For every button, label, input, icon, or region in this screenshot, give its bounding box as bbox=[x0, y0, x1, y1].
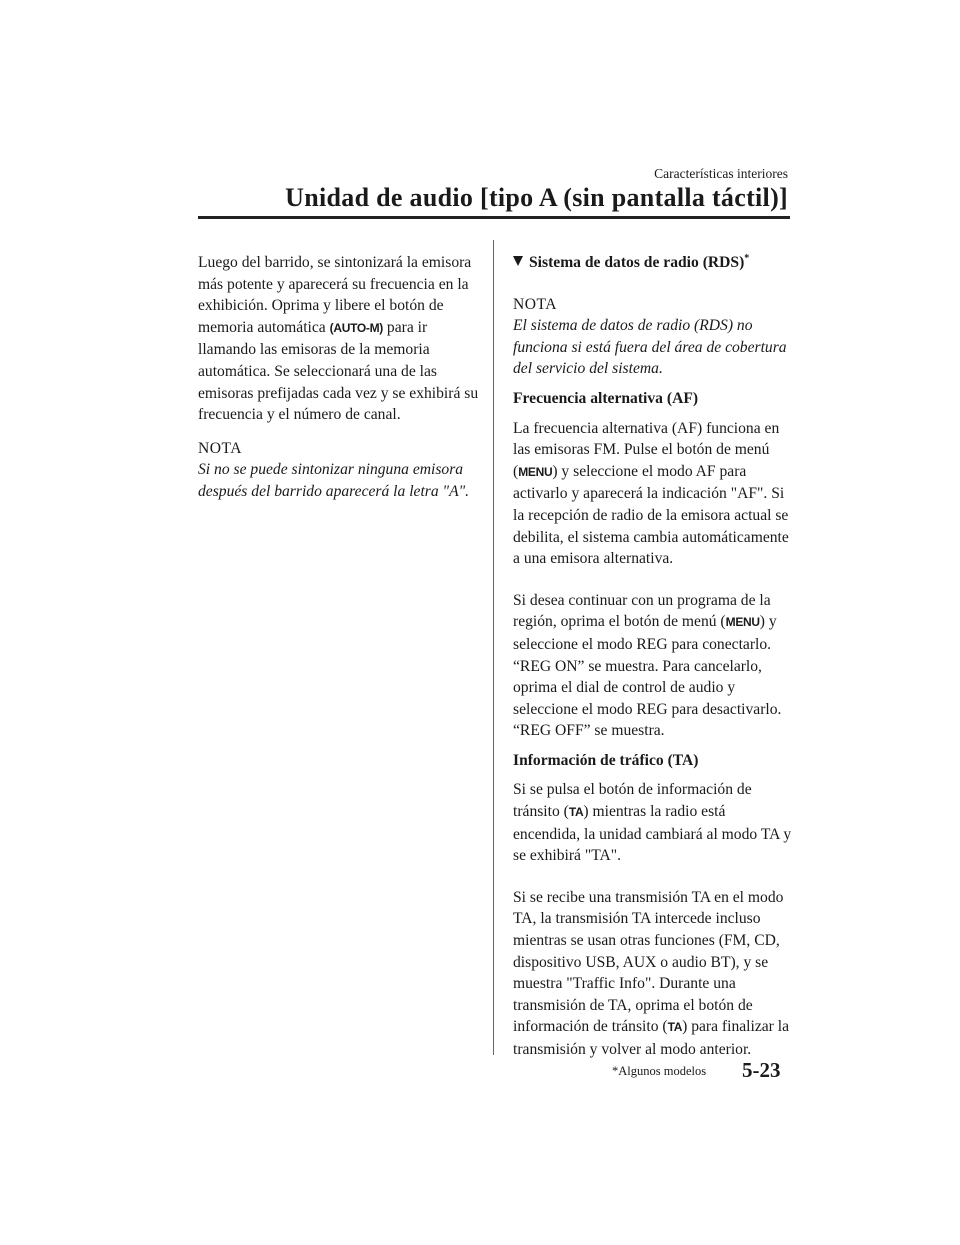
column-divider bbox=[493, 240, 494, 1055]
ta-key-icon: TA bbox=[568, 805, 584, 820]
ta-heading: Información de tráfico (TA) bbox=[513, 751, 699, 769]
left-column bbox=[198, 252, 480, 503]
rds-note-text: El sistema de datos de radio (RDS) no funciona si está fuera del área de cobertura del servicio del sistema. bbox=[513, 317, 787, 378]
note-text: Si no se puede sintonizar ninguna emisora después del barrido aparecerá la letra "A". bbox=[198, 461, 470, 500]
note-label: NOTA bbox=[198, 439, 243, 457]
scan-paragraph: Luego del barrido, se sintonizará la emisora más potente y aparecerá su frecuencia en la exhibición. Oprima y libere el botón de memoria automática (AUTO-M) para ir llamando las emisoras de la memoria automática. Se seleccionará una de las emisoras prefijadas cada vez y se exhibirá su frecuencia y el número de canal. bbox=[198, 254, 479, 424]
auto-m-key-icon: (AUTO-M) bbox=[329, 320, 384, 335]
menu-key-icon: MENU bbox=[725, 615, 760, 630]
ta-paragraph-2: Si se recibe una transmisión TA en el modo TA, la transmisión TA intercede incluso mientras se usan otras funciones (FM, CD, dispositivo USB, AUX o audio BT), y se muestra "Traffic Info". Durante una transmisión de TA, oprima el botón de información de tránsito (TA) para finalizar la transmisión y volver al modo anterior. bbox=[513, 888, 790, 1058]
ta-key-icon: TA bbox=[667, 1020, 683, 1035]
ta-paragraph-1: Si se pulsa el botón de información de tránsito (TA) mientras la radio está encendida, la unidad cambiará al modo TA y se exhibirá "TA". bbox=[513, 781, 792, 865]
some-models-mark: * bbox=[744, 252, 750, 264]
rds-heading: Sistema de datos de radio (RDS)* bbox=[513, 252, 795, 274]
rds-note-label: NOTA bbox=[513, 295, 558, 313]
chapter-title: Unidad de audio [tipo A (sin pantalla táctil)] bbox=[285, 183, 788, 212]
right-column bbox=[513, 252, 795, 1061]
af-paragraph-2: Si desea continuar con un programa de la región, oprima el botón de menú (MENU) y seleccione el modo REG para conectarlo. “REG ON” se muestra. Para cancelarlo, oprima el dial de control de audio y seleccione el modo REG para desactivarlo. “REG OFF” se muestra. bbox=[513, 591, 782, 740]
header-rule bbox=[198, 216, 790, 219]
af-paragraph-1: La frecuencia alternativa (AF) funciona en las emisoras FM. Pulse el botón de menú (MENU) y seleccione el modo AF para activarlo y aparecerá la indicación "AF". Si la recepción de radio de la emisora actual se debilita, el sistema cambia automáticamente a una emisora alternativa. bbox=[513, 419, 789, 568]
triangle-bullet-icon bbox=[513, 256, 523, 266]
section-label: Características interiores bbox=[654, 166, 788, 181]
menu-key-icon: MENU bbox=[518, 464, 553, 479]
af-heading: Frecuencia alternativa (AF) bbox=[513, 389, 699, 407]
page-number: 5-23 bbox=[742, 1058, 781, 1082]
footer-note: *Algunos modelos bbox=[612, 1064, 707, 1078]
